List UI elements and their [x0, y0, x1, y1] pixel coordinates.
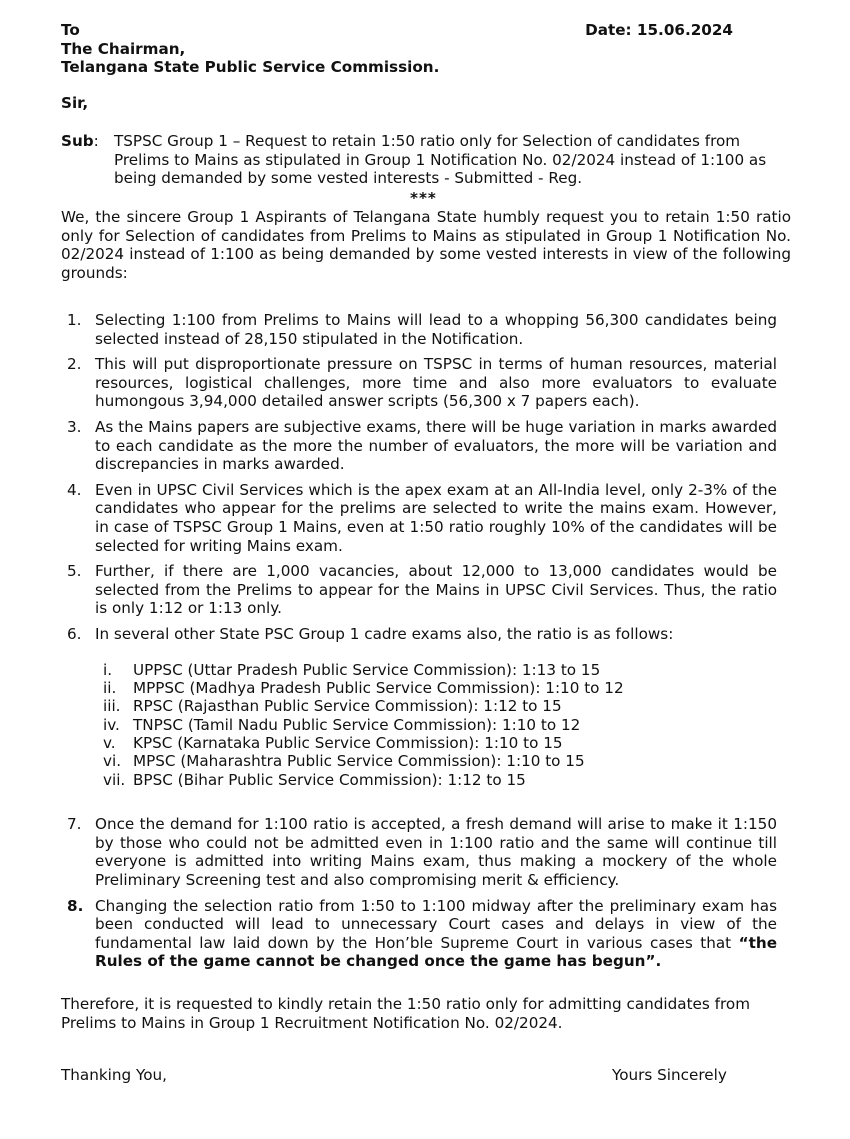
ground-number: 5. — [67, 562, 82, 581]
state-ratio-text: BPSC (Bihar Public Service Commission): 1:12 to 15 — [133, 770, 526, 789]
addressee: The Chairman, — [61, 39, 186, 58]
ground-number: 6. — [67, 624, 82, 643]
state-ratio-item — [103, 661, 777, 679]
subject-label-text: Sub — [61, 132, 94, 150]
ground-text: Changing the selection ratio from 1:50 to 1:100 midway after the preliminary exam has been conducted will lead to unnecessary Court cases and delays in view of the fundamental law laid down by the Hon’ble Supreme Court in various cases that — [95, 896, 777, 952]
state-ratio-item — [103, 734, 777, 752]
ground-item — [61, 897, 777, 971]
state-ratio-item — [103, 716, 777, 734]
roman-numeral: v. — [103, 734, 116, 753]
ground-emphasis: “the Rules of the game cannot be changed once the game has begun”. — [95, 933, 777, 971]
ground-number: 4. — [67, 480, 82, 499]
intro-paragraph: We, the sincere Group 1 Aspirants of Telangana State humbly request you to retain 1:50 ratio only for Selection of candidates from Prelims to Mains as stipulated in Group 1 Notification No. 02/2024 instead of 1:100 as being demanded by some vested interests in view of the following grounds: — [61, 208, 791, 282]
state-ratio-item — [103, 752, 777, 770]
state-ratio-text: MPPSC (Madhya Pradesh Public Service Commission): 1:10 to 12 — [133, 678, 624, 697]
ground-text: Even in UPSC Civil Services which is the apex exam at an All-India level, only 2-3% of the candidates who appear for the prelims are selected to write the mains exam. However, in case of TSPSC Group 1 Mains, even at 1:50 ratio roughly 10% of the candidates will be selected for writing Mains exam. — [95, 480, 777, 555]
salutation: Sir, — [61, 94, 89, 112]
state-ratio-item — [103, 697, 777, 715]
roman-numeral: ii. — [103, 678, 117, 697]
organization: Telangana State Public Service Commission. — [61, 58, 440, 77]
ground-item — [61, 481, 777, 555]
roman-numeral: i. — [103, 660, 113, 679]
ground-text: This will put disproportionate pressure on TSPSC in terms of human resources, material resources, logistical challenges, more time and also more evaluators to evaluate humongous 3,94,000 detailed answer scripts (56,300 x 7 papers each). — [95, 355, 777, 411]
grounds-list — [61, 311, 777, 978]
subject-colon: : — [93, 132, 99, 150]
roman-numeral: iv. — [103, 715, 120, 734]
ground-item — [61, 625, 777, 644]
state-ratio-text: UPPSC (Uttar Pradesh Public Service Commission): 1:13 to 15 — [133, 660, 601, 679]
letter-date: Date: 15.06.2024 — [585, 21, 733, 39]
subject-label — [61, 132, 99, 151]
subject-block — [61, 132, 781, 188]
closing-paragraph: Therefore, it is requested to kindly retain the 1:50 ratio only for admitting candidates from Prelims to Mains in Group 1 Recruitment Notification No. 02/2024. — [61, 995, 750, 1032]
state-ratio-item — [103, 679, 777, 697]
ground-text: Further, if there are 1,000 vacancies, about 12,000 to 13,000 candidates would be selected from the Prelims to appear for the Mains in UPSC Civil Services. Thus, the ratio is only 1:12 or 1:13 only. — [95, 562, 777, 618]
state-ratio-item — [103, 771, 777, 789]
yours-sincerely: Yours Sincerely — [612, 1066, 727, 1084]
ground-text: Once the demand for 1:100 ratio is accepted, a fresh demand will arise to make it 1:150 by those who could not be admitted even in 1:100 ratio and the same will continue till everyone is admitted into writing Mains exam, thus making a mockery of the whole Preliminary Screening test and also compromising merit & efficiency. — [95, 815, 777, 890]
subject-text: TSPSC Group 1 – Request to retain 1:50 ratio only for Selection of candidates from Prelims to Mains as stipulated in Group 1 Notification No. 02/2024 instead of 1:100 as being demanded by some vested interests - Submitted - Reg. — [114, 132, 767, 188]
ground-item — [61, 418, 777, 474]
ground-text: As the Mains papers are subjective exams, there will be huge variation in marks awarded to each candidate as the more the number of evaluators, the more will be variation and discrepancies in marks awarded. — [95, 417, 777, 474]
separator: *** — [410, 189, 437, 207]
state-ratio-text: KPSC (Karnataka Public Service Commission): 1:10 to 15 — [133, 734, 563, 753]
ground-text: In several other State PSC Group 1 cadre exams also, the ratio is as follows: — [95, 624, 674, 643]
ground-item — [61, 815, 777, 889]
ground-number: 7. — [67, 815, 82, 834]
roman-numeral: iii. — [103, 697, 121, 716]
ground-number: 2. — [67, 355, 82, 374]
roman-numeral: vi. — [103, 752, 122, 771]
ground-item — [61, 562, 777, 618]
roman-numeral: vii. — [103, 770, 126, 789]
state-ratio-text: TNPSC (Tamil Nadu Public Service Commission): 1:10 to 12 — [133, 715, 581, 734]
ground-item — [61, 355, 777, 411]
state-ratio-list — [103, 661, 777, 790]
ground-number: 1. — [67, 311, 82, 329]
ground-text: Selecting 1:100 from Prelims to Mains will lead to a whopping 56,300 candidates being selected instead of 28,150 stipulated in the Notification. — [95, 311, 777, 348]
ground-item — [61, 311, 777, 348]
ground-number: 8. — [67, 896, 84, 915]
state-ratio-text: RPSC (Rajasthan Public Service Commission): 1:12 to 15 — [133, 697, 562, 716]
letter-header — [61, 21, 741, 77]
thanking-line: Thanking You, — [61, 1066, 167, 1084]
state-ratio-text: MPSC (Maharashtra Public Service Commission): 1:10 to 15 — [133, 752, 585, 771]
ground-number: 3. — [67, 417, 82, 436]
to-line: To — [61, 21, 80, 39]
